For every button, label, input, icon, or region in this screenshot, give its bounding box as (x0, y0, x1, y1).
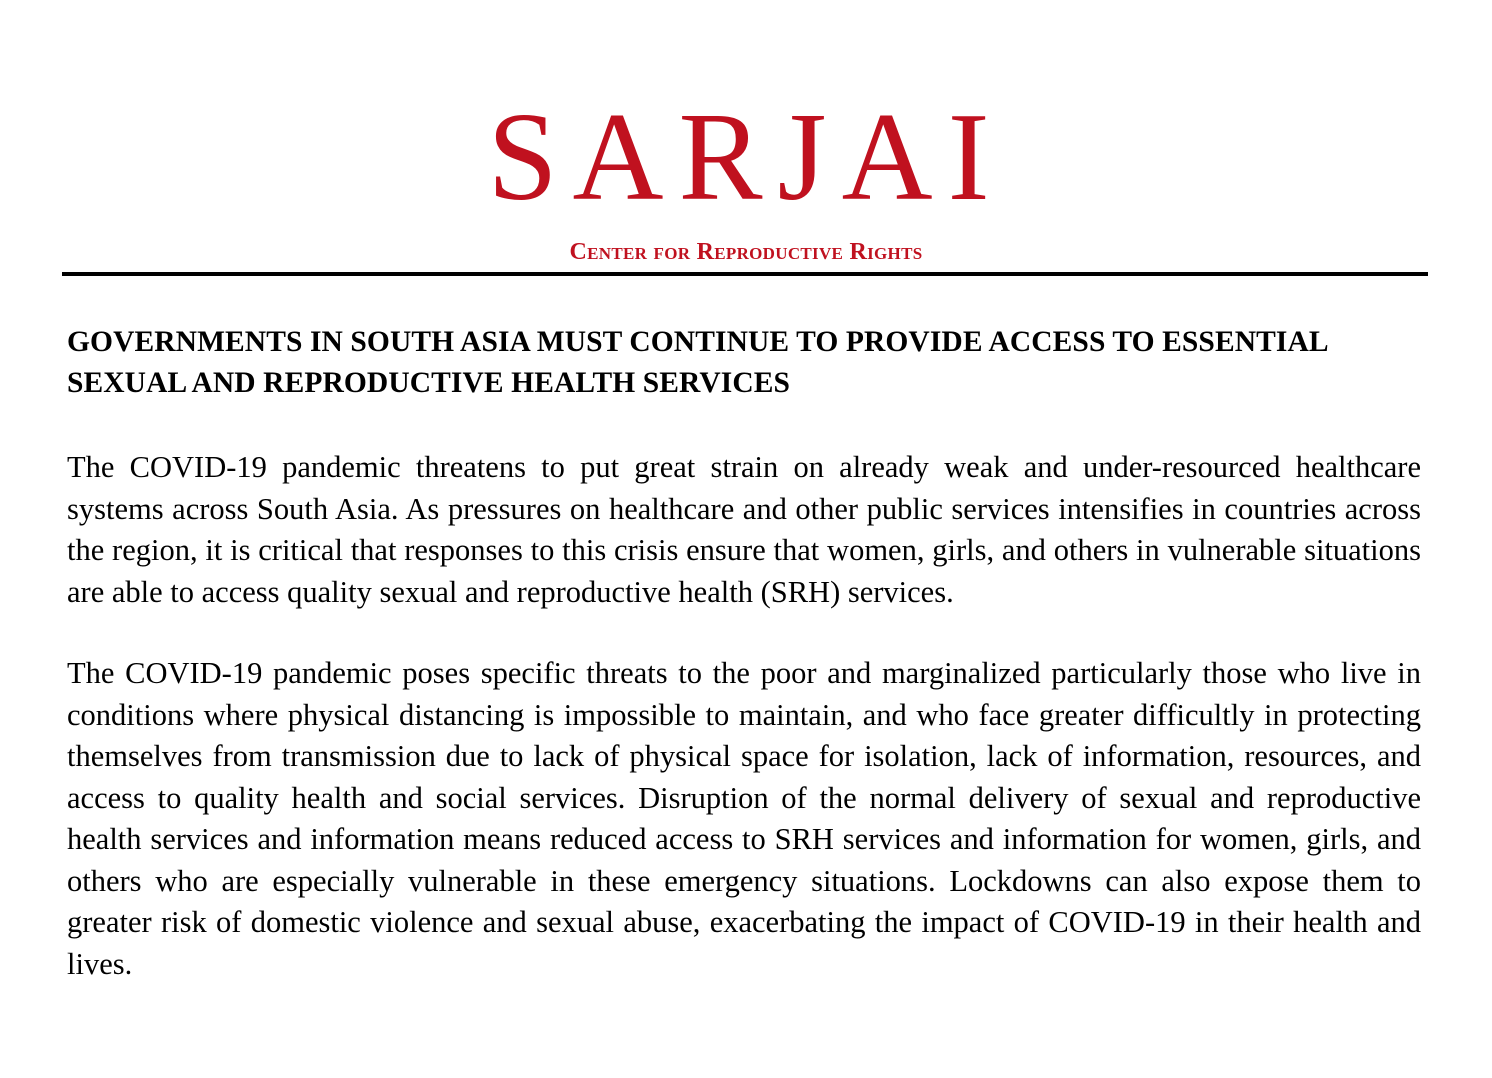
document-headline: GOVERNMENTS IN SOUTH ASIA MUST CONTINUE TO PROVIDE ACCESS TO ESSENTIAL SEXUAL AND REPRODUCTIVE HEALTH SERVICES (67, 326, 1328, 399)
paragraph-2: The COVID-19 pandemic poses specific threats to the poor and marginalized particularly those who live in conditions where physical distancing is impossible to maintain, and who face greater difficultly in protecting themselves from transmission due to lack of physical space for isolation, lack of information, resources, and access to quality health and social services. Disruption of the normal delivery of sexual and reproductive health services and information means reduced access to SRH services and information for women, girls, and others who are especially vulnerable in these emergency situations. Lockdowns can also expose them to greater risk of domestic violence and sexual abuse, exacerbating the impact of COVID-19 in their health and lives. (67, 656, 1421, 981)
document-body (67, 322, 1421, 985)
paragraph-1: The COVID-19 pandemic threatens to put great strain on already weak and under-resourced healthcare systems across South Asia. As pressures on healthcare and other public services intensifies in countries across the region, it is critical that responses to this crisis ensure that women, girls, and others in vulnerable situations are able to access quality sexual and reproductive health (SRH) services. (67, 450, 1421, 609)
sarjai-logo: SARJAI (487, 88, 1005, 227)
header-divider (62, 272, 1428, 276)
organization-tagline: Center for Reproductive Rights (569, 239, 923, 265)
